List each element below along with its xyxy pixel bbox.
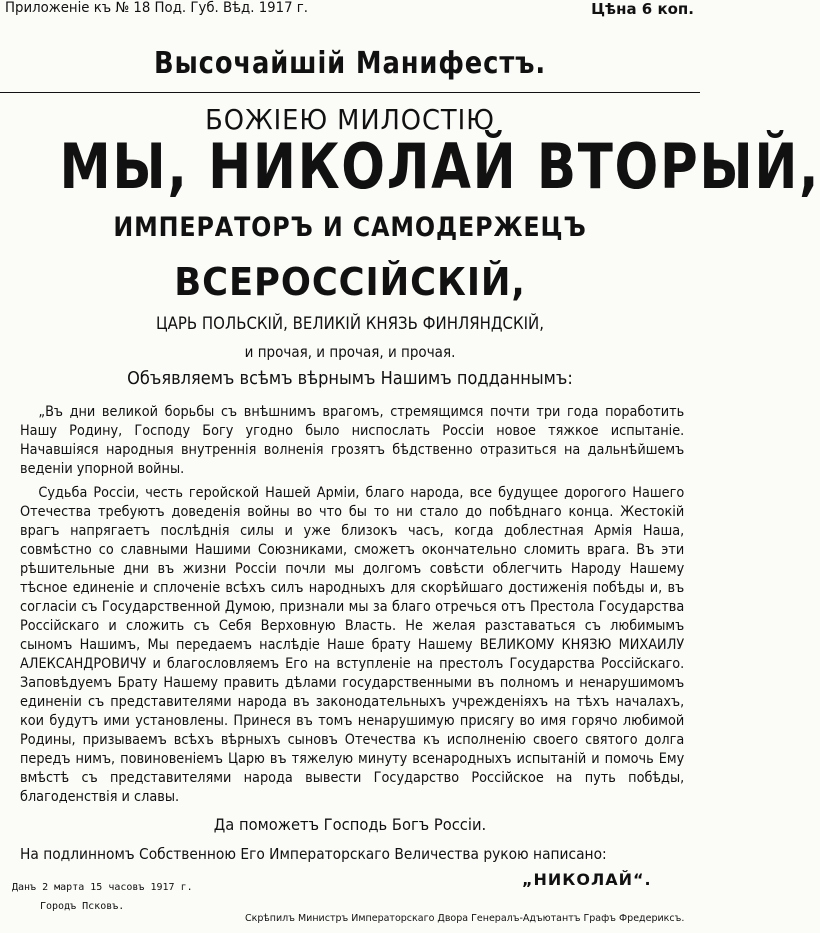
address-line: Объявляемъ всѣмъ вѣрнымъ Нашимъ подданнымъ: bbox=[127, 368, 573, 389]
etc-line: и прочая, и прочая, и прочая. bbox=[244, 343, 456, 361]
paragraph-1: „Въ дни великой борьбы съ внѣшнимъ врагомъ, стремящимся почти три года поработить Нашу Родину, Господу Богу угодно было ниспослать Россіи новое тяжкое испытаніе. Начавшіяся народныя внутреннія волненія грозятъ бѣдственно отразиться на дальнѣйшемъ веденіи упорной войны. bbox=[20, 404, 685, 477]
original-note: На подлинномъ Собственною Его Императорскаго Величества рукою написано: bbox=[20, 845, 607, 863]
paragraph-2: Судьба Россіи, честь геройской Нашей Арміи, благо народа, все будущее дорогого Нашего Отечества требуютъ доведенія войны во что бы то ни стало до побѣднаго конца. Жестокій врагъ напрягаетъ послѣднія силы и уже близокъ часъ, когда доблестная Армія Наша, совмѣстно со славными Нашими Союзниками, сможетъ окончательно сломить врага. Въ эти рѣшительные дни въ жизни Россіи почли мы долгомъ совѣсти облегчить Народу Нашему тѣсное единеніе и сплоченіе всѣхъ силъ народныхъ для скорѣйшаго достиженія побѣды и, въ согласіи съ Государственной Думою, признали мы за благо отречься отъ Престола Государства Россійскаго и сложить съ Себя Верховную Власть. Не желая разставаться съ любимымъ сыномъ Нашимъ, Мы передаемъ наслѣдіе Наше брату Нашему ВЕЛИКОМУ КНЯЗЮ МИХАИЛУ АЛЕКСАНДРОВИЧУ и благословляемъ Его на вступленіе на престолъ Государства Россійскаго. Заповѣдуемъ Брату Нашему править дѣлами государственными въ полномъ и ненарушимомъ единеніи съ представителями народа въ законодательныхъ учрежденіяхъ на тѣхъ началахъ, кои будутъ ими установлены. Принеся въ томъ ненарушимую присягу во имя горячо любимой Родины, призываемъ всѣхъ вѣрныхъ сыновъ Отечества къ исполненію своего святого долга передъ нимъ, повиновеніемъ Царю въ тяжелую минуту всенародныхъ испытаній и помочь Ему вмѣстѣ съ представителями народа вывести Государство Россійское на путь побѣды, благоденствія и славы. bbox=[20, 485, 685, 805]
closing-line: Да поможетъ Господь Богъ Россіи. bbox=[213, 815, 487, 834]
countersign-line: Скрѣпилъ Министръ Императорскаго Двора Генералъ-Адъютантъ Графъ Фредериксъ. bbox=[245, 913, 685, 924]
emperor-title: ИМПЕРАТОРЪ И САМОДЕРЖЕЦЪ bbox=[113, 212, 587, 243]
sovereign-name: МЫ, НИКОЛАЙ ВТОРЫЙ, bbox=[59, 130, 820, 203]
price-label: Цѣна 6 коп. bbox=[591, 0, 694, 18]
supplement-line: Приложеніе къ № 18 Под. Губ. Вѣд. 1917 г. bbox=[5, 0, 308, 16]
tsar-titles: ЦАРЬ ПОЛЬСКІЙ, ВЕЛИКІЙ КНЯЗЬ ФИНЛЯНДСКІЙ, bbox=[156, 314, 544, 334]
title-divider bbox=[0, 92, 700, 93]
date-line: Данъ 2 марта 15 часовъ 1917 г. bbox=[12, 882, 193, 893]
signature: „НИКОЛАЙ“. bbox=[522, 870, 652, 889]
by-grace-line: БОЖІЕЮ МИЛОСТІЮ bbox=[205, 103, 495, 136]
document-title: Высочайшій Манифестъ. bbox=[153, 46, 547, 81]
place-line: Городъ Псковъ. bbox=[40, 901, 125, 912]
all-russian-title: ВСЕРОССІЙСКІЙ, bbox=[174, 260, 526, 304]
